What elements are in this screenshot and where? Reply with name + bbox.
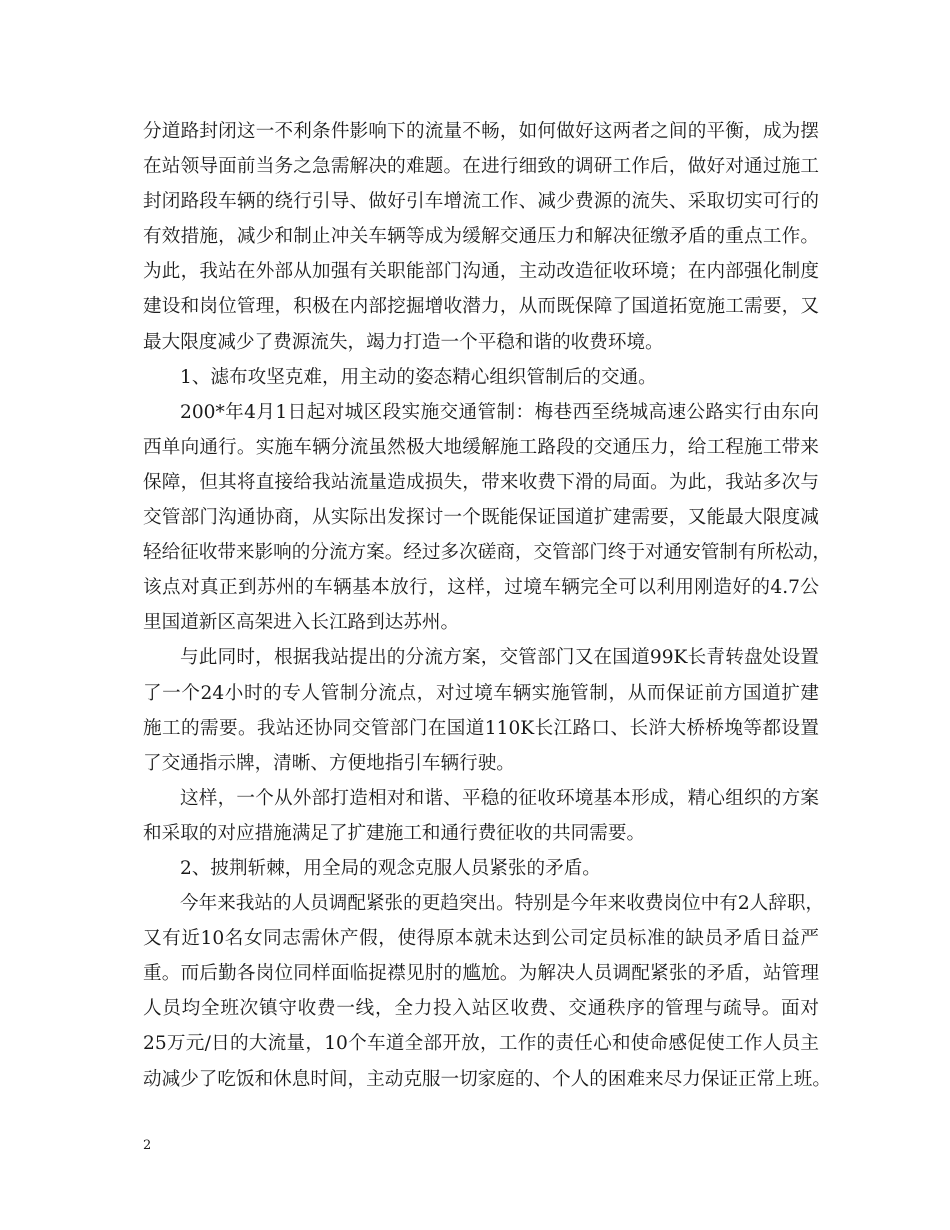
text-line: 了交通指示牌，清晰、方便地指引车辆行驶。 (143, 752, 515, 774)
text-line: 为此，我站在外部从加强有关职能部门沟通，主动改造征收环境；在内部强化制度 (143, 261, 819, 283)
text-line: 和采取的对应措施满足了扩建施工和通行费征收的共同需要。 (143, 822, 646, 844)
paragraph (143, 886, 831, 1097)
text-line: 建设和岗位管理，积极在内部挖掘增收潜力，从而既保障了国道拓宽施工需要，又 (143, 296, 819, 318)
text-line: 200*年4月1日起对城区段实施交通管制：梅巷西至绕城高速公路实行由东向 (180, 401, 819, 423)
paragraph (143, 640, 819, 780)
text-line: 封闭路段车辆的绕行引导、做好引车增流工作、减少费源的流失、采取切实可行的 (143, 191, 819, 213)
paragraph (143, 360, 819, 395)
text-line: 了一个24小时的专人管制分流点，对过境车辆实施管制，从而保证前方国道扩建 (143, 682, 819, 704)
text-line: 交管部门沟通协商，从实际出发探讨一个既能保证国道扩建需要，又能最大限度减 (143, 507, 819, 529)
text-line: 有效措施，减少和制止冲关车辆等成为缓解交通压力和解决征缴矛盾的重点工作。 (143, 226, 819, 248)
text-line: 里国道新区高架进入长江路到达苏州。 (143, 612, 460, 634)
text-line: 今年来我站的人员调配紧张的更趋突出。特别是今年来收费岗位中有2人辞职， (180, 893, 825, 915)
text-line: 重。而后勤各岗位同样面临捉襟见肘的尴尬。为解决人员调配紧张的矛盾，站管理 (143, 963, 819, 985)
text-line: 人员均全班次镇守收费一线，全力投入站区收费、交通秩序的管理与疏导。面对 (143, 998, 819, 1020)
text-line: 西单向通行。实施车辆分流虽然极大地缓解施工路段的交通压力，给工程施工带来 (143, 436, 819, 458)
paragraph (143, 781, 819, 851)
text-line: 1、滤布攻坚克难，用主动的姿态精心组织管制后的交通。 (180, 366, 657, 388)
paragraph (143, 851, 819, 886)
text-line: 又有近10名女同志需休产假，使得原本就未达到公司定员标准的缺员矛盾日益严 (143, 928, 819, 950)
page-number: 2 (143, 1138, 152, 1153)
document-body (143, 114, 831, 1097)
text-line: 轻给征收带来影响的分流方案。经过多次磋商，交管部门终于对通安管制有所松动， (143, 542, 831, 564)
text-line: 分道路封闭这一不利条件影响下的流量不畅，如何做好这两者之间的平衡，成为摆 (143, 121, 819, 142)
text-line: 在站领导面前当务之急需解决的难题。在进行细致的调研工作后，做好对通过施工 (143, 156, 819, 178)
text-line: 这样，一个从外部打造相对和谐、平稳的征收环境基本形成，精心组织的方案 (180, 787, 819, 809)
text-line: 动减少了吃饭和休息时间，主动克服一切家庭的、个人的困难来尽力保证正常上班。 (143, 1068, 831, 1090)
paragraph (143, 395, 831, 641)
text-line: 该点对真正到苏州的车辆基本放行，这样，过境车辆完全可以利用刚造好的4.7公 (143, 577, 819, 599)
text-line: 施工的需要。我站还协同交管部门在国道110K长江路口、长浒大桥桥堍等都设置 (143, 717, 819, 739)
text-line: 最大限度减少了费源流失，竭力打造一个平稳和谐的收费环境。 (143, 331, 664, 353)
text-line: 2、披荆斩棘，用全局的观念克服人员紧张的矛盾。 (180, 857, 601, 879)
text-line: 保障，但其将直接给我站流量造成损失，带来收费下滑的局面。为此，我站多次与 (143, 471, 819, 493)
text-line: 与此同时，根据我站提出的分流方案，交管部门又在国道99K长青转盘处设置 (180, 647, 819, 669)
text-line: 25万元/日的大流量，10个车道全部开放，工作的责任心和使命感促使工作人员主 (143, 1033, 819, 1055)
paragraph (143, 114, 819, 360)
